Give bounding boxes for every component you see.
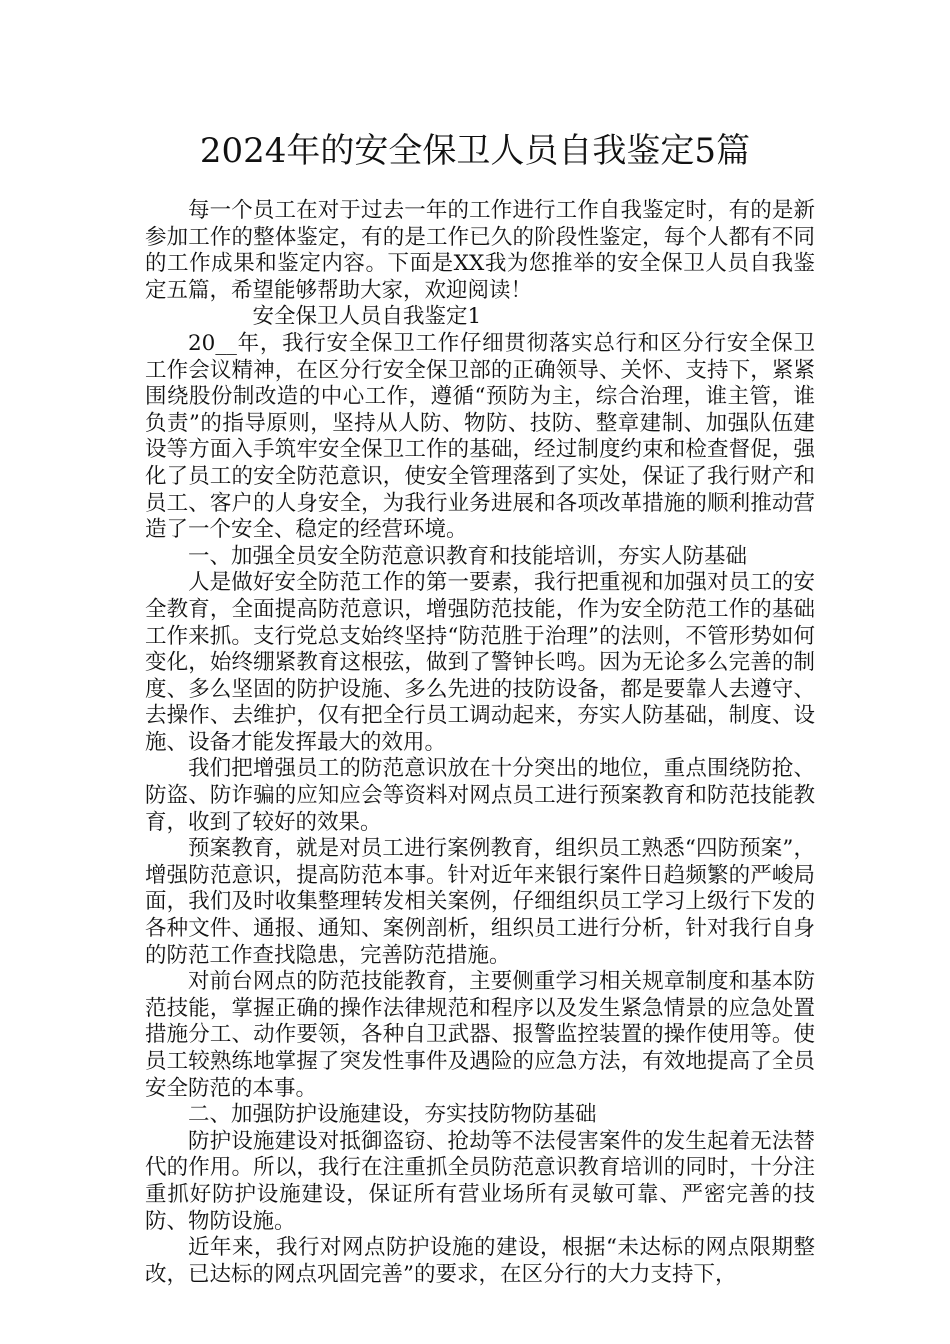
section-heading-1: 安全保卫人员自我鉴定1	[252, 304, 482, 330]
paragraph: 20__年，我行安全保卫工作仔细贯彻落实总行和区分行安全保卫工作会议精神，在区分行安全保卫部的正确领导、关怀、支持下，紧紧围绕股份制改造的中心工作，遵循“预防为主，综合治理，谁主管，谁负责”的指导原则，坚持从人防、物防、技防、整章建制、加强队伍建设等方面入手筑牢安全保卫工作的基础，经过制度约束和检查督促，强化了员工的安全防范意识，使安全管理落到了实处，保证了我行财产和员工、客户的人身安全，为我行业务进展和各项改革措施的顺利推动营造了一个安全、稳定的经营环境。	[145, 330, 815, 543]
paragraph: 防护设施建设对抵御盗窃、抢劫等不法侵害案件的发生起着无法替代的作用。所以，我行在注重抓全员防范意识教育培训的同时，十分注重抓好防护设施建设，保证所有营业场所有灵敏可靠、严密完善的技防、物防设施。	[145, 1128, 815, 1234]
paragraph: 我们把增强员工的防范意识放在十分突出的地位，重点围绕防抢、防盗、防诈骗的应知应会等资料对网点员工进行预案教育和防范技能教育，收到了较好的效果。	[145, 756, 815, 835]
paragraph-intro: 每一个员工在对于过去一年的工作进行工作自我鉴定时，有的是新参加工作的整体鉴定，有的是工作已久的阶段性鉴定，每个人都有不同的工作成果和鉴定内容。下面是XX我为您推举的安全保卫人员自我鉴定五篇，希望能够帮助大家，欢迎阅读！	[145, 198, 815, 303]
subsection-heading-2: 二、加强防护设施建设，夯实技防物防基础	[188, 1102, 597, 1128]
document-title: 2024年的安全保卫人员自我鉴定5篇	[199, 131, 751, 171]
paragraph: 对前台网点的防范技能教育，主要侧重学习相关规章制度和基本防范技能，掌握正确的操作法律规范和程序以及发生紧急情景的应急处置措施分工、动作要领，各种自卫武器、报警监控装置的操作使用等。使员工较熟练地掌握了突发性事件及遇险的应急方法，有效地提高了全员安全防范的本事。	[145, 969, 815, 1101]
paragraph: 近年来，我行对网点防护设施的建设，根据“未达标的网点限期整改，已达标的网点巩固完善”的要求，在区分行的大力支持下，	[145, 1235, 815, 1287]
paragraph: 人是做好安全防范工作的第一要素，我行把重视和加强对员工的安全教育，全面提高防范意识，增强防范技能，作为安全防范工作的基础工作来抓。支行党总支始终坚持“防范胜于治理”的法则，不管形势如何变化，始终绷紧教育这根弦，做到了警钟长鸣。因为无论多么完善的制度、多么坚固的防护设施、多么先进的技防设备，都是要靠人去遵守、去操作、去维护，仅有把全行员工调动起来，夯实人防基础，制度、设施、设备才能发挥最大的效用。	[145, 570, 815, 755]
document-body	[145, 198, 815, 1288]
paragraph: 预案教育，就是对员工进行案例教育，组织员工熟悉“四防预案”，增强防范意识，提高防范本事。针对近年来银行案件日趋频繁的严峻局面，我们及时收集整理转发相关案例，仔细组织员工学习上级行下发的各种文件、通报、通知、案例剖析，组织员工进行分析，针对我行自身的防范工作查找隐患，完善防范措施。	[145, 836, 815, 968]
subsection-heading-1: 一、加强全员安全防范意识教育和技能培训，夯实人防基础	[188, 543, 748, 569]
